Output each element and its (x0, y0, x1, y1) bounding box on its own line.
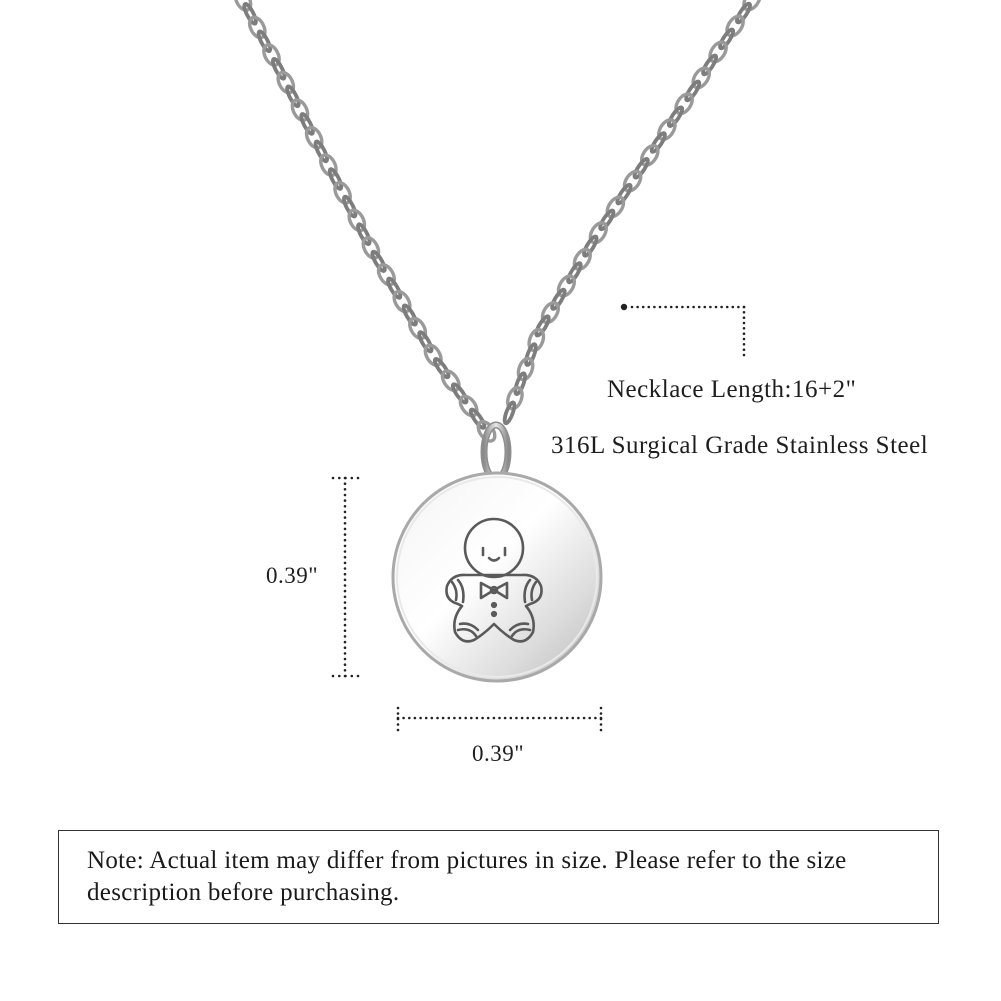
guide-dot (397, 707, 400, 710)
guide-dot (743, 322, 746, 325)
necklace-length-label: Necklace Length:16+2" (607, 376, 857, 403)
guide-dot (344, 505, 347, 508)
guide-dot (332, 477, 335, 480)
guide-dot (344, 641, 347, 644)
guide-dot (526, 717, 529, 720)
guide-dot (704, 306, 707, 309)
pendant-height-label: 0.39" (266, 563, 319, 588)
guide-dot (743, 354, 746, 357)
guide-dot (743, 332, 746, 335)
guide-dot (498, 717, 501, 720)
guide-dot (344, 624, 347, 627)
guide-dot (344, 601, 347, 604)
guide-dot (344, 562, 347, 565)
guide-dot (743, 311, 746, 314)
guide-dot (743, 338, 746, 341)
guide-dot (397, 712, 400, 715)
guide-dot (344, 596, 347, 599)
guide-dot (521, 717, 524, 720)
guide-dot (344, 556, 347, 559)
guide-dot (538, 717, 541, 720)
guide-dot (698, 306, 701, 309)
guide-dot (344, 539, 347, 542)
guide-dot (397, 729, 400, 732)
guide-dot (594, 717, 597, 720)
guide-dot (344, 669, 347, 672)
guide-dot (344, 522, 347, 525)
material-label: 316L Surgical Grade Stainless Steel (551, 432, 929, 459)
guide-dot (648, 306, 651, 309)
guide-dot (338, 477, 341, 480)
guide-dot (737, 306, 740, 309)
note-box (58, 830, 939, 924)
guide-dot (600, 723, 603, 726)
guide-dot (344, 488, 347, 491)
guide-dot (600, 707, 603, 710)
guide-dot (600, 718, 603, 721)
pendant-width-label: 0.39" (472, 741, 525, 766)
guide-dot (687, 306, 690, 309)
guide-dot (732, 306, 735, 309)
guide-dot (653, 306, 656, 309)
guide-dot (344, 607, 347, 610)
guide-dot (743, 343, 746, 346)
guide-dot (709, 306, 712, 309)
guide-dot (743, 327, 746, 330)
guide-dot (344, 618, 347, 621)
guide-dot (344, 663, 347, 666)
guide-dot (397, 723, 400, 726)
guide-dot (636, 306, 639, 309)
guide-dot (397, 718, 400, 721)
guide-dot (743, 316, 746, 319)
size-note: Note: Actual item may differ from pictures in size. Please refer to the size description before purchasing. (87, 847, 847, 906)
guide-dot (344, 482, 347, 485)
guide-dot (504, 717, 507, 720)
guide-dot (419, 717, 422, 720)
guide-dot (344, 613, 347, 616)
guide-dot (600, 729, 603, 732)
guide-dot (344, 646, 347, 649)
guide-dot (344, 494, 347, 497)
guide-dot (344, 629, 347, 632)
guide-dot (470, 717, 473, 720)
guide-dot (670, 306, 673, 309)
guide-dot (549, 717, 552, 720)
guide-dot (344, 516, 347, 519)
guide-dot (720, 306, 723, 309)
guide-dot (332, 675, 335, 678)
guide-dot (344, 584, 347, 587)
guide-dot (588, 717, 591, 720)
guide-dot (600, 712, 603, 715)
guide-dot (402, 717, 405, 720)
guide-dot (476, 717, 479, 720)
guide-dot (344, 511, 347, 514)
guide-dot (448, 717, 451, 720)
guide-dot (464, 717, 467, 720)
guide-dot (681, 306, 684, 309)
guide-dot (344, 635, 347, 638)
chain-left-strand (232, 0, 498, 444)
guide-dot (425, 717, 428, 720)
guide-dot (692, 306, 695, 309)
guide-dot (532, 717, 535, 720)
guide-dot (344, 579, 347, 582)
guide-dot (344, 652, 347, 655)
width-guide (397, 707, 603, 732)
guide-dot (583, 717, 586, 720)
guide-dot (743, 306, 746, 309)
guide-dot (344, 528, 347, 531)
guide-dot (659, 306, 662, 309)
guide-dot (344, 499, 347, 502)
guide-dot (344, 573, 347, 576)
guide-dot (566, 717, 569, 720)
guide-dot (442, 717, 445, 720)
guide-dot (493, 717, 496, 720)
guide-dot (431, 717, 434, 720)
guide-dot (555, 717, 558, 720)
guide-dot (344, 675, 347, 678)
guide-dot (408, 717, 411, 720)
guide-dot (481, 717, 484, 720)
guide-dot (344, 477, 347, 480)
guide-dot (338, 675, 341, 678)
chain-link (503, 401, 517, 424)
guide-dot (344, 658, 347, 661)
guide-dot (676, 306, 679, 309)
guide-dot (357, 477, 360, 480)
guide-dot (344, 533, 347, 536)
guide-dot (543, 717, 546, 720)
guide-dot (510, 717, 513, 720)
guide-dot (344, 567, 347, 570)
guide-dot (351, 675, 354, 678)
guide-dot (344, 590, 347, 593)
guide-dot (577, 717, 580, 720)
guide-dot (414, 717, 417, 720)
guide-dot (487, 717, 490, 720)
guide-dot (453, 717, 456, 720)
chain-right-strand (503, 0, 764, 424)
guide-dot (351, 477, 354, 480)
guide-dot (726, 306, 729, 309)
guide-dot (572, 717, 575, 720)
length-guide (621, 304, 746, 357)
guide-dot (515, 717, 518, 720)
guide-dot (436, 717, 439, 720)
guide-dot (642, 306, 645, 309)
guide-dot (344, 545, 347, 548)
guide-dot (357, 675, 360, 678)
guide-dot (459, 717, 462, 720)
guide-dot (344, 550, 347, 553)
guide-dot (715, 306, 718, 309)
height-guide (332, 477, 360, 678)
guide-dot (664, 306, 667, 309)
guide-dot (560, 717, 563, 720)
guide-dot (631, 306, 634, 309)
guide-dot (743, 348, 746, 351)
